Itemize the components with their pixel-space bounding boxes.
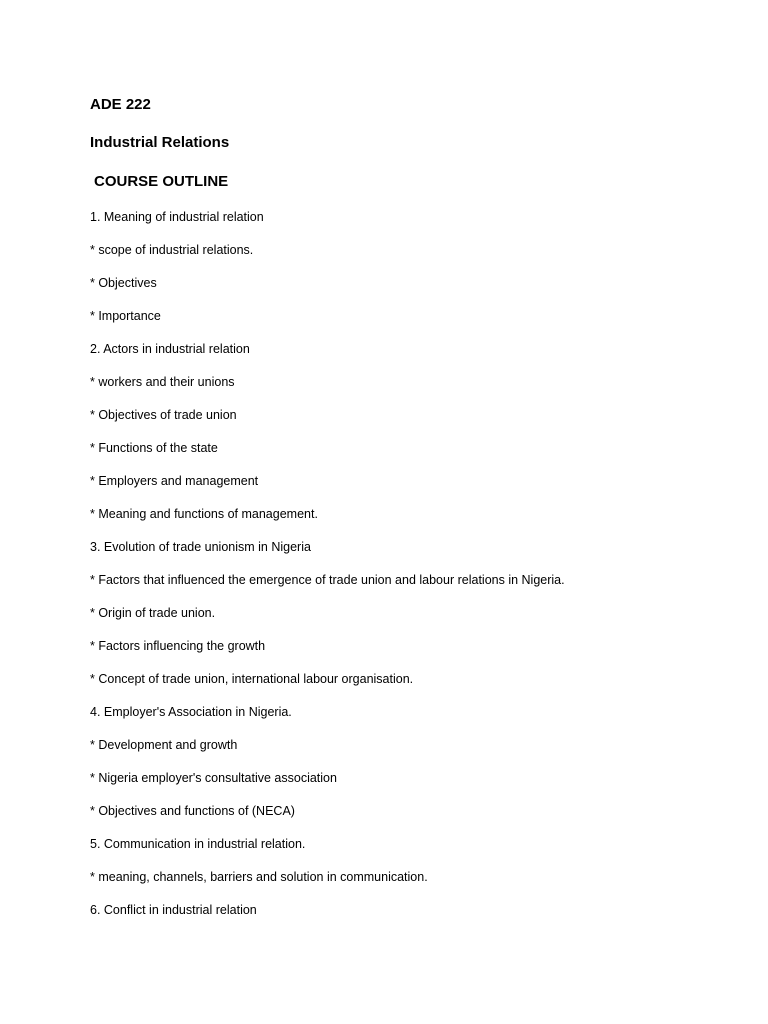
outline-line: * Development and growth [90, 738, 238, 752]
outline-line: 4. Employer's Association in Nigeria. [90, 705, 292, 719]
outline-list [90, 208, 565, 934]
outline-line: * Objectives of trade union [90, 408, 237, 422]
outline-line: * Meaning and functions of management. [90, 507, 318, 521]
outline-line: * Employers and management [90, 474, 259, 488]
outline-line: 3. Evolution of trade unionism in Nigeria [90, 540, 311, 554]
course-code: ADE 222 [90, 96, 151, 113]
outline-line: * workers and their unions [90, 375, 235, 389]
outline-line: * Factors that influenced the emergence of trade union and labour relations in Nigeria. [90, 573, 565, 587]
outline-line: * Nigeria employer's consultative association [90, 771, 337, 785]
outline-line: * Functions of the state [90, 441, 218, 455]
outline-line: * Origin of trade union. [90, 606, 216, 620]
course-title: Industrial Relations [90, 134, 230, 151]
outline-line: 2. Actors in industrial relation [90, 342, 250, 356]
outline-line: * scope of industrial relations. [90, 243, 254, 257]
outline-heading: COURSE OUTLINE [94, 173, 229, 190]
outline-line: * Concept of trade union, international labour organisation. [90, 672, 414, 686]
outline-line: * Objectives and functions of (NECA) [90, 804, 295, 818]
outline-line: * Importance [90, 309, 161, 323]
outline-line: 5. Communication in industrial relation. [90, 837, 306, 851]
outline-line: * meaning, channels, barriers and solution in communication. [90, 870, 428, 884]
outline-line: * Objectives [90, 276, 157, 290]
outline-line: 1. Meaning of industrial relation [90, 210, 264, 224]
outline-line: 6. Conflict in industrial relation [90, 903, 257, 917]
outline-line: * Factors influencing the growth [90, 639, 266, 653]
